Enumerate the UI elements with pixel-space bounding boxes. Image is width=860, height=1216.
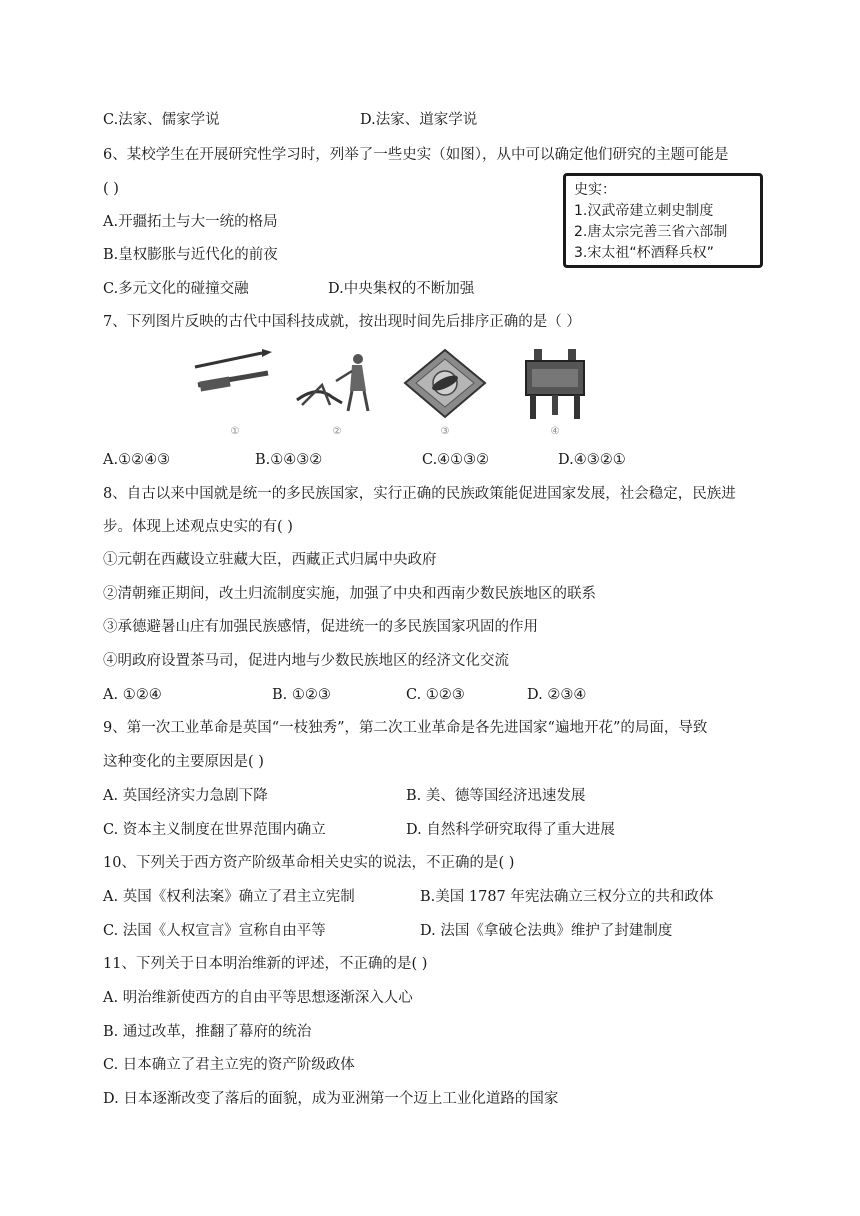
q8-statement-1: ①元朝在西藏设立驻藏大臣，西藏正式归属中央政府	[103, 552, 437, 568]
q8-option-d: D. ②③④	[527, 687, 587, 703]
q9-stem-line1: 9、第一次工业革命是英国“一枝独秀”，第二次工业革命是各先进国家“遍地开花”的局面，导致	[103, 720, 708, 736]
fact-item: 2.唐太宗完善三省六部制	[574, 224, 728, 240]
q8-option-c: C. ①②③	[406, 687, 465, 703]
q10-option-b: B.美国 1787 年宪法确立三权分立的共和政体	[420, 889, 714, 905]
q8-stem-line2: 步。体现上述观点史实的有( )	[103, 519, 293, 535]
q5-option-d: D.法家、道家学说	[360, 112, 478, 128]
q9-option-c: C. 资本主义制度在世界范围内确立	[103, 822, 326, 838]
q11-option-c: C. 日本确立了君主立宪的资产阶级政体	[103, 1057, 355, 1073]
q8-statement-2: ②清朝雍正期间，改土归流制度实施，加强了中央和西南少数民族地区的联系	[103, 586, 596, 602]
q8-statement-3: ③承德避暑山庄有加强民族感情，促进统一的多民族国家巩固的作用	[103, 619, 538, 635]
figure-number: ③	[440, 426, 450, 437]
fact-item: 1.汉武帝建立刺史制度	[574, 203, 714, 219]
historical-facts-box	[563, 173, 763, 268]
q11-option-a: A. 明治维新使西方的自由平等思想逐渐深入人心	[103, 990, 413, 1006]
q11-option-b: B. 通过改革，推翻了幕府的统治	[103, 1024, 312, 1040]
figure-4	[510, 345, 600, 440]
q8-stem-line1: 8、自古以来中国就是统一的多民族国家，实行正确的民族政策能促进国家发展，社会稳定，民族进	[103, 486, 736, 502]
figure-1	[190, 345, 280, 440]
q7-stem: 7、下列图片反映的古代中国科技成就，按出现时间先后排序正确的是（ ）	[103, 314, 581, 330]
facts-title: 史实：	[574, 182, 616, 198]
q7-option-d: D.④③②①	[558, 452, 626, 468]
q7-option-c: C.④①③②	[422, 452, 490, 468]
q8-statement-4: ④明政府设置茶马司，促进内地与少数民族地区的经济文化交流	[103, 653, 509, 669]
fact-item: 3.宋太祖“杯酒释兵权”	[574, 245, 714, 261]
q6-option-a: A.开疆拓土与大一统的格局	[103, 214, 278, 230]
figure-number: ②	[332, 426, 342, 437]
q6-stem-line2: ( )	[103, 181, 119, 197]
q6-option-d: D.中央集权的不断加强	[328, 281, 475, 297]
q10-option-d: D. 法国《拿破仑法典》维护了封建制度	[420, 923, 673, 939]
bronze-ding-icon	[510, 345, 600, 425]
q10-option-a: A. 英国《权利法案》确立了君主立宪制	[103, 889, 355, 905]
q9-option-d: D. 自然科学研究取得了重大进展	[406, 822, 615, 838]
q8-option-a: A. ①②④	[103, 687, 162, 703]
q9-stem-line2: 这种变化的主要原因是( )	[103, 754, 264, 770]
q11-stem: 11、下列关于日本明治维新的评述，不正确的是( )	[103, 956, 428, 972]
plough-icon	[292, 345, 382, 425]
q6-option-c: C.多元文化的碰撞交融	[103, 281, 249, 297]
figure-3	[400, 345, 490, 440]
compass-icon	[400, 345, 490, 425]
q6-option-b: B.皇权膨胀与近代化的前夜	[103, 247, 278, 263]
figure-2	[292, 345, 382, 440]
figure-number: ①	[230, 426, 240, 437]
q8-option-b: B. ①②③	[272, 687, 331, 703]
q11-option-d: D. 日本逐渐改变了落后的面貌，成为亚洲第一个迈上工业化道路的国家	[103, 1091, 559, 1107]
q9-option-b: B. 美、德等国经济迅速发展	[406, 788, 586, 804]
fire-lance-icon	[190, 345, 280, 425]
q7-option-b: B.①④③②	[255, 452, 323, 468]
q9-option-a: A. 英国经济实力急剧下降	[103, 788, 268, 804]
q6-stem-line1: 6、某校学生在开展研究性学习时，列举了一些史实（如图），从中可以确定他们研究的主题可能是	[103, 147, 729, 163]
figure-number: ④	[550, 426, 560, 437]
q5-option-c: C.法家、儒家学说	[103, 112, 220, 128]
q10-stem: 10、下列关于西方资产阶级革命相关史实的说法，不正确的是( )	[103, 855, 515, 871]
q10-option-c: C. 法国《人权宣言》宣称自由平等	[103, 923, 326, 939]
q7-option-a: A.①②④③	[103, 452, 171, 468]
